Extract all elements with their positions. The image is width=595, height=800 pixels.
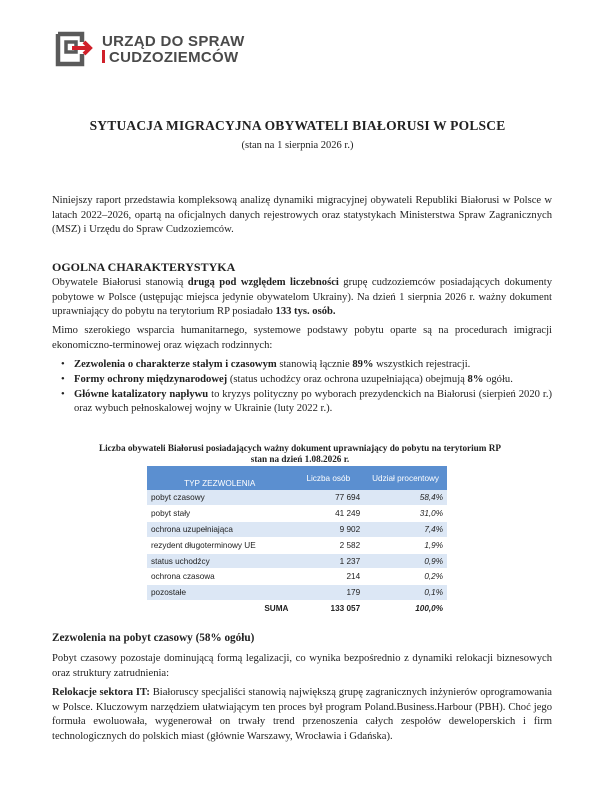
logo-line-2-text: CUDZOZIEMCÓW: [109, 49, 239, 66]
bullet-text: to kryzys polityczny po wyborach prezydenckich na Białorusi (sierpień 2020 r.) oraz wybuch pełnoskalowej wojny w Ukrainie (luty 2022 r.).: [74, 389, 553, 414]
logo-red-bar: [102, 50, 105, 63]
bullet-text-2: wszystkich rejestracji.: [373, 359, 471, 370]
cell-type: pobyt stały: [147, 505, 292, 521]
table-caption-line-1: Liczba obywateli Białorusi posiadających ważny dokument uprawniający do pobytu na terytorium RP: [99, 443, 501, 453]
cell-count: 9 902: [292, 521, 364, 537]
document-title: SYTUACJA MIGRACYJNA OBYWATELI BIAŁORUSI W POLSCE: [89, 118, 506, 133]
bullet-text: (status uchodźcy oraz ochrona uzupełniająca) obejmują: [227, 374, 468, 385]
cell-count: 214: [292, 569, 364, 585]
p2-bold-lead: Relokacje sektora IT:: [52, 687, 150, 698]
table-header-row: [147, 466, 447, 490]
cell-type: ochrona czasowa: [147, 569, 292, 585]
cell-count: 179: [292, 585, 364, 601]
cell-count: 1 237: [292, 553, 364, 569]
document-subtitle: (stan na 1 sierpnia 2026 r.): [241, 140, 354, 151]
p1-bold-d: 133 tys. osób.: [275, 306, 336, 317]
temporary-paragraph-2: [52, 686, 552, 744]
cell-type: status uchodźcy: [147, 553, 292, 569]
bullet-bold-2: 89%: [352, 359, 374, 370]
table-row: [147, 553, 447, 569]
p1-text-a: Obywatele Białorusi stanowią: [52, 277, 188, 288]
logo-wordmark: [102, 34, 245, 66]
cell-total-share: 100,0%: [364, 601, 447, 617]
logo-line-2: [102, 50, 245, 66]
permits-table: [147, 466, 447, 617]
col-header-type: TYP ZEZWOLENIA: [147, 466, 292, 490]
logo-emblem-icon: [52, 30, 96, 70]
bullet-text: stanowią łącznie: [276, 359, 353, 370]
list-item: [52, 388, 552, 416]
cell-total-label: SUMA: [147, 601, 292, 617]
cell-share: 1,9%: [364, 537, 447, 553]
col-header-share: Udział procentowy: [364, 466, 447, 490]
section-heading-temporary: Zezwolenia na pobyt czasowy (58% ogółu): [52, 632, 255, 644]
logo-line-1: URZĄD DO SPRAW: [102, 33, 245, 50]
cell-type: pobyt czasowy: [147, 490, 292, 505]
bullet-bold: Formy ochrony międzynarodowej: [74, 374, 228, 385]
table-row: [147, 569, 447, 585]
p1-bold-b: drugą pod względem liczebności: [187, 277, 339, 288]
col-header-count: Liczba osób: [292, 466, 364, 490]
cell-share: 0,1%: [364, 585, 447, 601]
bullet-text-2: ogółu.: [483, 374, 513, 385]
cell-share: 0,9%: [364, 553, 447, 569]
table-row: [147, 585, 447, 601]
cell-share: 58,4%: [364, 490, 447, 505]
list-item: [52, 358, 552, 372]
temporary-paragraph-1: Pobyt czasowy pozostaje dominującą formą legalizacji, co wynika bezpośrednio z dynamiki relokacji biznesowych oraz struktury zatrudnienia:: [52, 653, 552, 679]
cell-share: 0,2%: [364, 569, 447, 585]
cell-type: ochrona uzupełniająca: [147, 521, 292, 537]
p1-text-c: grupę cudzoziemców posiadających dokumenty pobytowe w Polsce (ustępując miejsca jedynie obywatelom Ukrainy). Na dzień 1 sierpnia 2026 r. ważny dokument uprawniający do pobytu na terytorium RP posiadało: [52, 277, 552, 317]
bullet-icon: •: [61, 374, 65, 385]
p2-text: Białoruscy specjaliści stanowią największą grupę zagranicznych inżynierów oprogramowania w Polsce. Kluczowym narzędziem ułatwiającym ten proces był program Poland.Business.Harbour (PBH). Choć jego formuła ewoluowała, wygenerował on trwały trend przenoszenia całych zespołów deweloperskich i firm technologicznych do polskich miast (głównie Warszawy, Wrocławia i Gdańska).: [52, 687, 552, 742]
bullet-bold: Główne katalizatory napływu: [74, 389, 209, 400]
cell-type: rezydent długoterminowy UE: [147, 537, 292, 553]
table-total-row: [147, 601, 447, 617]
cell-count: 77 694: [292, 490, 364, 505]
table-row: [147, 521, 447, 537]
table-row: [147, 537, 447, 553]
table-caption: [60, 443, 540, 465]
cell-count: 41 249: [292, 505, 364, 521]
bullet-bold-2: 8%: [467, 374, 484, 385]
cell-type: pozostałe: [147, 585, 292, 601]
section-heading-general: OGOLNA CHARAKTERYSTYKA: [52, 260, 236, 274]
table-row: [147, 505, 447, 521]
bullet-icon: •: [61, 389, 65, 400]
bullet-icon: •: [61, 359, 65, 370]
list-item: [52, 373, 552, 387]
cell-total-count: 133 057: [292, 601, 364, 617]
general-paragraph-1: [52, 276, 552, 320]
agency-logo: [52, 28, 302, 78]
bullet-bold: Zezwolenia o charakterze stałym i czasowym: [74, 359, 277, 370]
cell-share: 7,4%: [364, 521, 447, 537]
cell-share: 31,0%: [364, 505, 447, 521]
table-caption-line-2: stan na dzień 1.08.2026 r.: [250, 454, 350, 464]
general-paragraph-2: Mimo szerokiego wsparcia humanitarnego, systemowe podstawy pobytu oparte są na procedurach imigracji ekonomiczno-terminowej oraz więzach rodzinnych:: [52, 325, 552, 351]
intro-paragraph: Niniejszy raport przedstawia kompleksową analizę dynamiki migracyjnej obywateli Republiki Białorusi w Polsce w latach 2022–2026, opartą na oficjalnych danych rejestrowych oraz statystykach Ministerstwa Spraw Zagranicznych (MSZ) i Urzędu do Spraw Cudzoziemców.: [52, 195, 552, 235]
cell-count: 2 582: [292, 537, 364, 553]
table-row: [147, 490, 447, 505]
bullet-list: [52, 358, 552, 417]
